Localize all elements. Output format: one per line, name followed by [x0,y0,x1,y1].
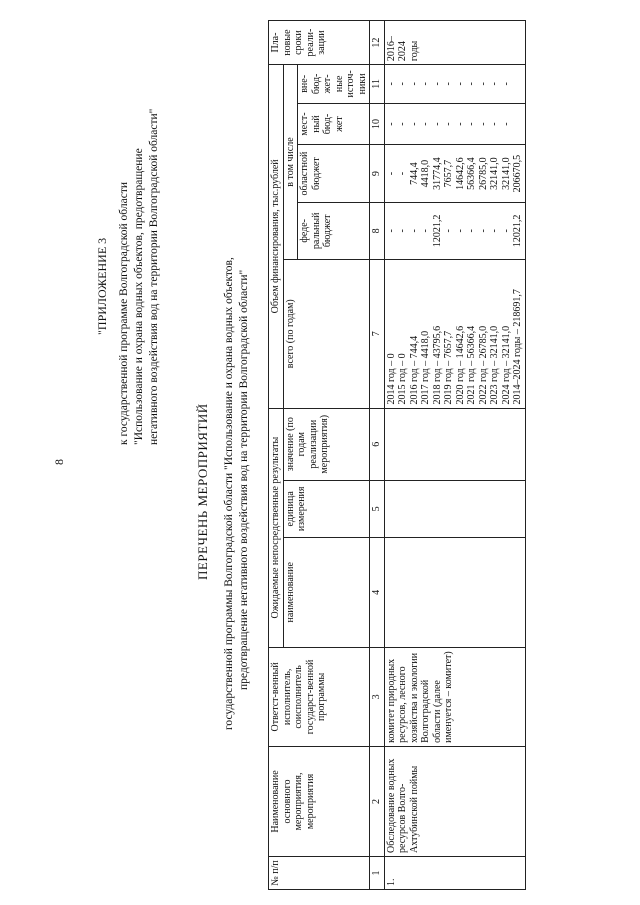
year-value: 14642,6 [454,157,466,190]
col-num: 9 [370,145,385,202]
table-row [384,21,525,890]
col-num: 6 [370,408,385,480]
year-value: 32141,0 [489,157,500,190]
header-name: Наименование основного мероприятия, мероприятия [269,746,370,856]
row-local [384,103,525,145]
year-value: - [489,122,500,126]
header-local: мест-ный бюд-жет [298,103,370,145]
year-value: - [443,122,454,126]
header-result-value: значение (по годам реализации мероприятия) [283,408,370,480]
col-num: 4 [370,537,385,647]
header-federal: феде-ральный бюджет [298,202,370,259]
year-value: 26785,0 [477,157,489,190]
year-value: - [420,82,431,86]
year-value: - [397,229,408,233]
year-value: - [466,229,477,233]
year-value: 12021,2 [512,214,523,248]
header-extrabudget: вне-бюд-жет-ные источ-ники [298,65,370,104]
year-value: - [385,122,397,126]
appendix-line-1: к государственной программе Волгоградской области [118,182,130,445]
year-value: - [454,122,466,126]
year-value [512,107,524,142]
year-value: 2017 год – 4418,0 [420,330,431,405]
row-name: Обследование водных ресурсов Волго-Ахтубинской поймы [384,746,525,856]
year-value: - [477,229,489,233]
year-value: - [454,82,466,86]
year-value: 2024 год – 32141,0 [500,325,512,405]
year-value: - [397,82,408,86]
year-value: 56366,4 [466,157,477,190]
page-number: 8 [52,459,66,465]
year-value: - [385,171,397,176]
year-value: - [489,82,500,86]
appendix-line-2: "Использование и охрана водных объектов, предотвращение [133,148,145,445]
year-value: - [397,171,408,176]
year-value: - [454,229,466,233]
year-value: 2022 год – 26785,0 [477,325,489,405]
heading-line-1: государственной программы Волгоградской области "Использование и охрана водных объектов, [223,257,235,730]
col-num: 1 [370,856,385,889]
year-value: - [420,229,431,233]
col-num: 7 [370,259,385,408]
header-results: Ожидаемые непосредственные результаты [269,408,284,647]
year-value: - [489,229,500,233]
col-num: 12 [370,21,385,65]
year-value: - [443,229,454,233]
year-value: 7657,7 [443,159,454,188]
year-value: 206670,5 [512,154,523,193]
year-value: - [500,229,512,233]
row-num: 1. [384,856,525,889]
year-value: - [477,82,489,86]
header-financing: Объем финансирования, тыс.рублей [269,65,284,408]
row-federal [384,202,525,259]
year-value: - [466,82,477,86]
year-value: 2014–2024 годы – 218691,7 [512,289,523,405]
year-value: - [420,122,431,126]
col-num: 11 [370,65,385,104]
year-value: 2015 год – 0 [397,353,408,405]
row-regional [384,145,525,202]
year-value: - [408,82,420,86]
row-totals [384,259,525,408]
col-num: 8 [370,202,385,259]
year-value: 2023 год – 32141,0 [489,325,500,405]
year-value: - [443,82,454,86]
year-value: 2016 год – 744,4 [408,335,420,405]
appendix-line-3: негативного воздействия вод на территории Волгоградской области" [148,108,160,445]
header-result-name: наименование [283,537,370,647]
year-value: 12021,2 [431,214,443,248]
header-including: в том числе [283,65,298,260]
header-regional: областной бюджет [298,145,370,202]
header-result-unit: единица измерения [283,480,370,537]
year-value: 2014 год – 0 [385,353,397,405]
header-num: № п/п [269,856,370,889]
heading-line-2: предотвращение негативного воздействия вод на территории Волгоградской области" [238,269,250,690]
col-num: 3 [370,647,385,746]
col-num: 5 [370,480,385,537]
year-value: - [477,122,489,126]
year-value: - [385,82,397,86]
year-value: 744,4 [408,162,420,185]
row-extrabudget [384,65,525,104]
list-heading: ПЕРЕЧЕНЬ МЕРОПРИЯТИЙ [195,403,210,580]
row-result-unit [384,480,525,537]
year-value: - [431,122,443,126]
year-value [512,68,524,100]
year-value: 4418,0 [420,159,431,188]
measures-table [268,20,526,890]
year-value: 2018 год – 43795,6 [431,325,443,405]
header-responsible: Ответст-венный исполнитель, соисполнитель государст-венной программы [269,647,370,746]
appendix-title: "ПРИЛОЖЕНИЕ 3 [95,237,109,335]
row-responsible: комитет природных ресурсов, лесного хозяйства и экологии Волгоградской области (далее именуется – комитет) [384,647,525,746]
row-result-name [384,537,525,647]
row-result-value [384,408,525,480]
year-value: 31774,4 [431,157,443,190]
year-value: - [385,229,397,233]
year-value: - [408,229,420,233]
col-num: 2 [370,746,385,856]
year-value: - [466,122,477,126]
row-term: 2016–2024 годы [384,21,525,65]
year-value: - [408,122,420,126]
year-value: 2021 год – 56366,4 [466,325,477,405]
year-value: - [500,82,512,86]
col-num: 10 [370,103,385,145]
year-value: - [500,122,512,126]
year-value: - [397,122,408,126]
year-value: 32141,0 [500,157,512,190]
header-term: Пла-новые сроки реали-зации [269,21,370,65]
year-value: 2020 год – 14642,6 [454,325,466,405]
year-value: - [431,82,443,86]
header-total: всего (по годам) [283,259,370,408]
year-value: 2019 год – 7657,7 [443,330,454,405]
